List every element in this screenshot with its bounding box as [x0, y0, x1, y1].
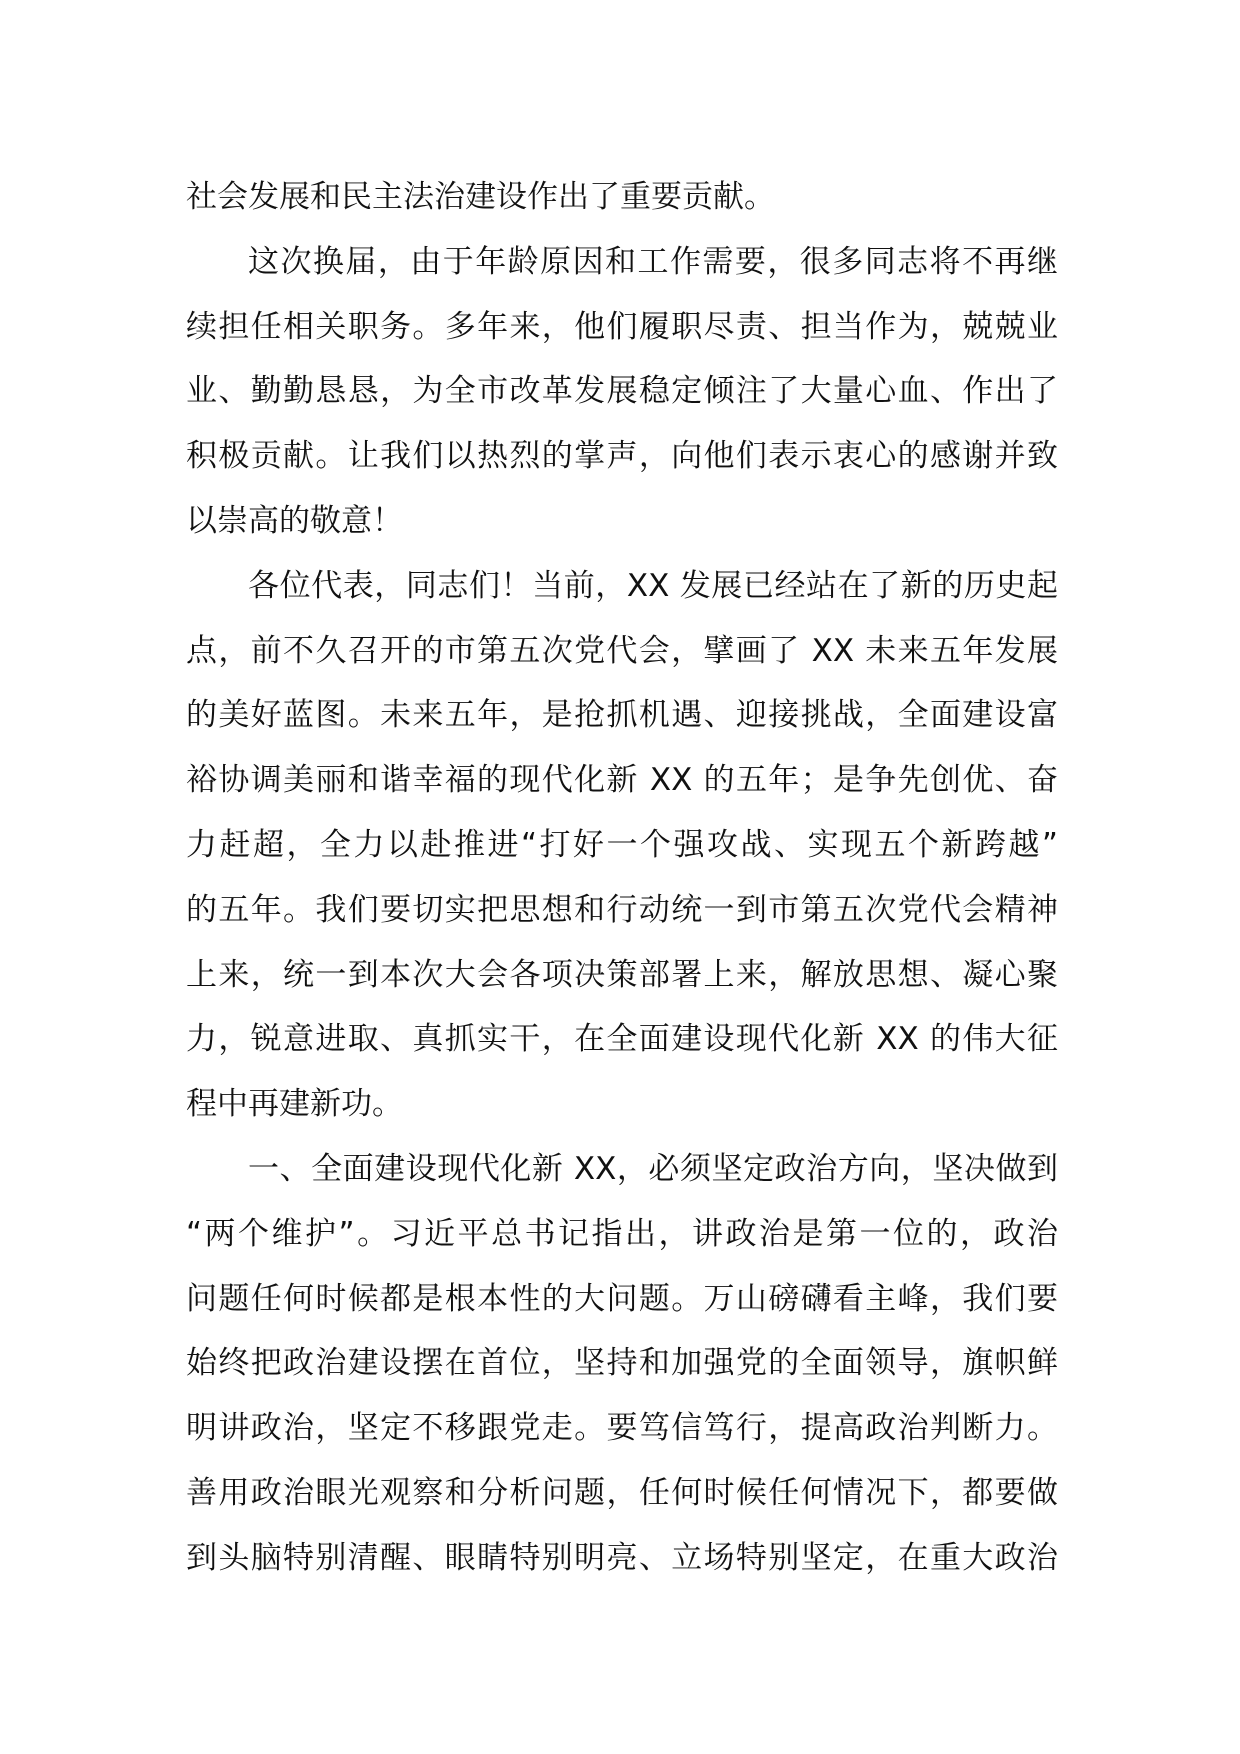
text-line: 点，前不久召开的市第五次党代会，擘画了 XX 未来五年发展 — [186, 632, 1058, 669]
text-line: 善用政治眼光观察和分析问题，任何时候任何情况下，都要做 — [186, 1474, 1058, 1511]
text-line: 积极贡献。让我们以热烈的掌声，向他们表示衷心的感谢并致 — [186, 438, 1058, 475]
text-line: 力赶超，全力以赴推进“打好一个强攻战、实现五个新跨越” — [186, 826, 1058, 863]
paragraph-start-line: 一、全面建设现代化新 XX，必须坚定政治方向，坚决做到 — [248, 1150, 1058, 1187]
text-line: “两个维护”。习近平总书记指出，讲政治是第一位的，政治 — [186, 1215, 1058, 1252]
text-line: 上来，统一到本次大会各项决策部署上来，解放思想、凝心聚 — [186, 956, 1058, 993]
text-line: 到头脑特别清醒、眼睛特别明亮、立场特别坚定，在重大政治 — [186, 1539, 1058, 1576]
text-line: 程中再建新功。 — [186, 1086, 403, 1123]
text-line: 的五年。我们要切实把思想和行动统一到市第五次党代会精神 — [186, 891, 1058, 928]
body-text — [186, 165, 1058, 1591]
text-line: 问题任何时候都是根本性的大问题。万山磅礴看主峰，我们要 — [186, 1280, 1058, 1317]
text-line: 业、勤勤恳恳，为全市改革发展稳定倾注了大量心血、作出了 — [186, 373, 1058, 410]
text-line: 裕协调美丽和谐幸福的现代化新 XX 的五年；是争先创优、奋 — [186, 762, 1058, 799]
text-line: 明讲政治，坚定不移跟党走。要笃信笃行，提高政治判断力。 — [186, 1410, 1058, 1447]
text-line: 以崇高的敬意！ — [186, 502, 403, 539]
text-line: 社会发展和民主法治建设作出了重要贡献。 — [186, 179, 775, 215]
text-line: 的美好蓝图。未来五年，是抢抓机遇、迎接挑战，全面建设富 — [186, 697, 1058, 734]
paragraph-start-line: 各位代表，同志们！当前，XX 发展已经站在了新的历史起 — [248, 567, 1058, 604]
paragraph-start-line: 这次换届，由于年龄原因和工作需要，很多同志将不再继 — [248, 243, 1058, 280]
text-line: 始终把政治建设摆在首位，坚持和加强党的全面领导，旗帜鲜 — [186, 1345, 1058, 1382]
text-line: 续担任相关职务。多年来，他们履职尽责、担当作为，兢兢业 — [186, 308, 1058, 345]
text-line: 力，锐意进取、真抓实干，在全面建设现代化新 XX 的伟大征 — [186, 1021, 1058, 1058]
